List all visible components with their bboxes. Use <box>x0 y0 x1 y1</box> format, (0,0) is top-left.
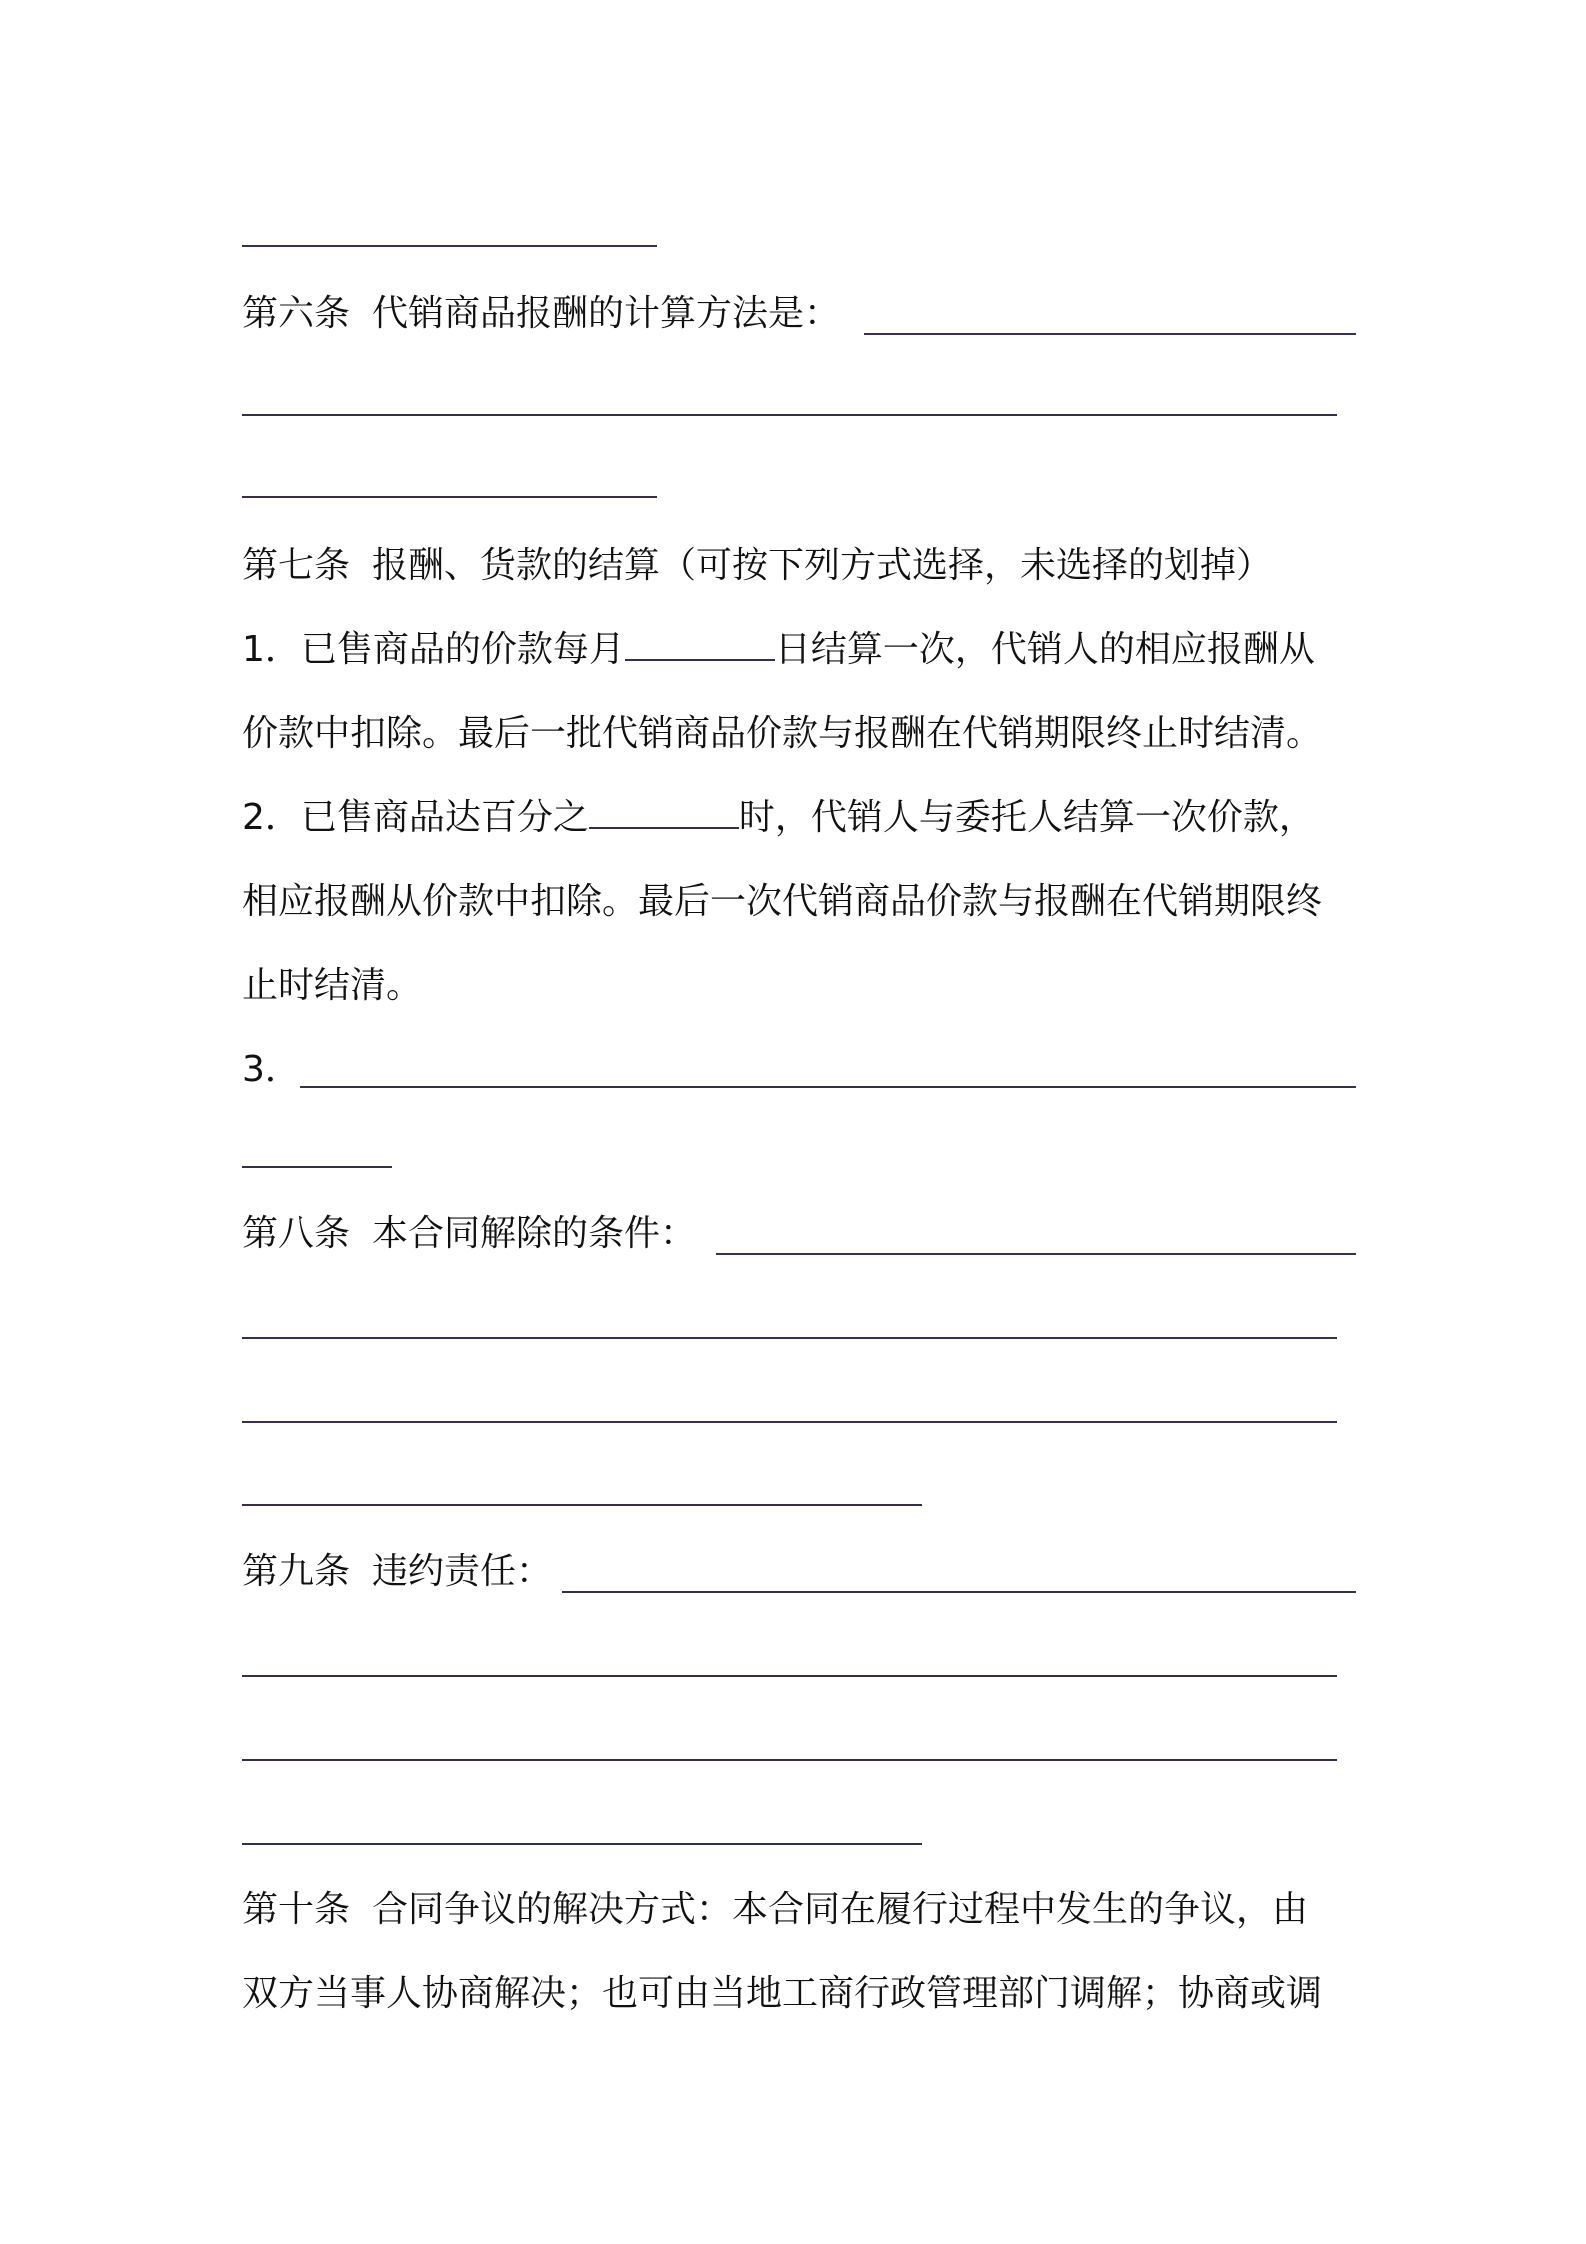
blank-line[interactable] <box>300 1086 1356 1088</box>
article-9-text: 违约责任： <box>372 1551 553 1592</box>
day-blank[interactable] <box>625 629 775 661</box>
article-8-line <box>242 1212 696 1256</box>
percent-blank[interactable] <box>589 797 739 829</box>
item-2-text-b: 时，代销人与委托人结算一次价款， <box>738 797 1315 838</box>
article-6-heading: 第六条 <box>242 293 351 334</box>
blank-line[interactable] <box>242 1504 922 1506</box>
article-7-item-1-line-1 <box>242 628 1315 672</box>
blank-line[interactable] <box>242 1166 392 1168</box>
blank-line[interactable] <box>242 1759 1337 1761</box>
blank-line[interactable] <box>242 496 657 498</box>
item-2-text-a: 2．已售商品达百分之 <box>242 797 589 838</box>
article-9-heading: 第九条 <box>242 1551 351 1592</box>
article-7-line <box>242 544 1272 588</box>
item-1-text-b: 日结算一次，代销人的相应报酬从 <box>774 629 1315 670</box>
blank-line[interactable] <box>716 1253 1356 1255</box>
article-10-line-1 <box>242 1888 1308 1932</box>
article-8-heading: 第八条 <box>242 1213 351 1254</box>
article-7-item-2-line-2 <box>242 880 1322 924</box>
article-7-text: 报酬、货款的结算（可按下列方式选择，未选择的划掉） <box>372 545 1273 586</box>
article-10-text: 合同争议的解决方式：本合同在履行过程中发生的争议，由 <box>372 1889 1309 1930</box>
blank-line[interactable] <box>562 1591 1356 1593</box>
article-10-heading: 第十条 <box>242 1889 351 1930</box>
item-2-text-c: 相应报酬从价款中扣除。最后一次代销商品价款与报酬在代销期限终 <box>242 881 1323 922</box>
article-7-item-1-line-2 <box>242 712 1322 756</box>
article-10-text-2: 双方当事人协商解决；也可由当地工商行政管理部门调解；协商或调 <box>242 1973 1323 2014</box>
blank-line[interactable] <box>864 333 1356 335</box>
blank-line[interactable] <box>242 1337 1337 1339</box>
blank-line <box>242 245 657 247</box>
article-8-text: 本合同解除的条件： <box>372 1213 697 1254</box>
article-9-line <box>242 1550 552 1594</box>
item-1-text-a: 1．已售商品的价款每月 <box>242 629 625 670</box>
blank-line[interactable] <box>242 414 1337 416</box>
article-6-line <box>242 292 840 336</box>
item-2-text-d: 止时结清。 <box>242 965 423 1006</box>
blank-line[interactable] <box>242 1421 1337 1423</box>
item-1-text-c: 价款中扣除。最后一批代销商品价款与报酬在代销期限终止时结清。 <box>242 713 1323 754</box>
article-7-item-2-line-3 <box>242 964 422 1008</box>
article-7-item-2-line-1 <box>242 796 1315 840</box>
article-7-heading: 第七条 <box>242 545 351 586</box>
article-7-item-3-line <box>242 1048 301 1092</box>
item-3-text: 3． <box>242 1049 301 1090</box>
article-6-text: 代销商品报酬的计算方法是： <box>372 293 841 334</box>
blank-line[interactable] <box>242 1675 1337 1677</box>
article-10-line-2 <box>242 1972 1322 2016</box>
blank-line[interactable] <box>242 1843 922 1845</box>
